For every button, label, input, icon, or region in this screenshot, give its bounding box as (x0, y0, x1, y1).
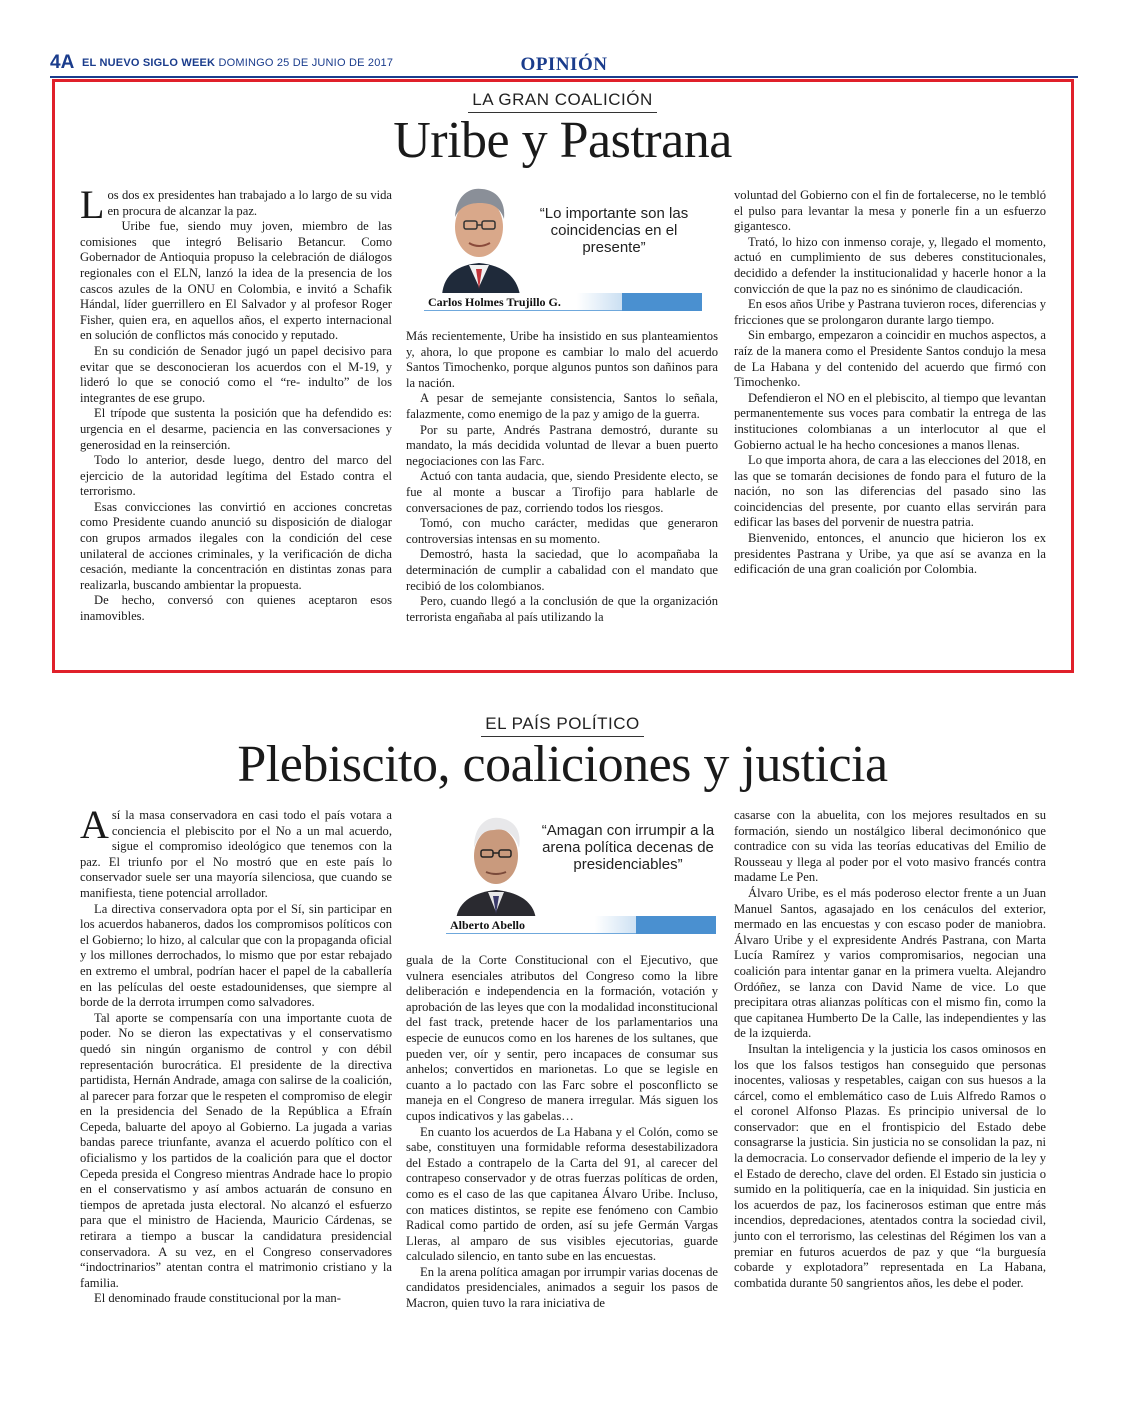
author-portrait-icon (424, 177, 534, 295)
caption-accent (622, 293, 702, 311)
paragraph: De hecho, conversó con quienes aceptaron esos inamovibles. (80, 593, 392, 624)
masthead (50, 52, 1078, 76)
article2-title: Plebiscito, coaliciones y justicia (237, 736, 888, 793)
article2-author-caption (446, 916, 716, 934)
article2-column-3 (734, 808, 1046, 1291)
paragraph: Todo lo anterior, desde luego, dentro del marco del ejercicio de la autoridad legítima del Estado contra el terrorismo. (80, 453, 392, 499)
paragraph: Uribe fue, siendo muy joven, miembro de las comisiones que integró Belisario Betancur. Como Gobernador de Antioquia propuso la celebración de diálogos regionales con el ELN, lanzó la idea de la presencia de los cascos azules de la ONU en Colombia, e invitó a Schafik Hándal, líder guerrillero en El Salvador y al profesor Roger Fisher, quien era, en aquellos años, el experto internacional en solución de conflictos más conocido y reputado. (80, 219, 392, 343)
paragraph: Pero, cuando llegó a la conclusión de que la organización terrorista engañaba al país utilizando la (406, 594, 718, 624)
article1-photo-block (424, 177, 724, 312)
article2-author-name: Alberto Abello (450, 918, 525, 932)
paragraph: En la arena política amagan por irrumpir varias docenas de candidatos presidenciales, animados a seguir los pasos de Macron, quien tuvo la rara iniciativa de (406, 1264, 718, 1311)
paragraph: Insultan la inteligencia y la justicia los casos ominosos en los que los falsos testigos han conseguido que personas inocentes, valiosas y respetables, caigan con sus huesos a la cárcel, como el emblemático caso de Luis Alfredo Ramos o el coronel Alfonso Plazas. Es principio universal de lo conservador: que en el frontispicio del Estado debe consagrarse la justicia. Sin justicia no se consolidan la paz, ni la democracia. Lo conservador defiende el imperio de la ley y el Estado de derecho, clave del orden. El Estado sin justicia o sumido en la politiquería, cae en la iniquidad. Sin justicia en los acuerdos de paz, los facinerosos estiman que entre más incendios, depredaciones, atentados contra la sociedad civil, junto con el terrorismo, las celestinas del Régimen los van a premiar en futuros acuerdos de paz y que “la burguesía cobarde y explotadora” representada en La Habana, combatida durante 50 sangrientos años, les debe el poder. (734, 1041, 1046, 1290)
author-portrait-icon (446, 808, 546, 920)
paragraph: Defendieron el NO en el plebiscito, al tiempo que levantan permanentemente sus voces para combatir la entrega de las instituciones colombianas a un interlocutor al que el Gobierno actual le ha hecho concesiones a manos llenas. (734, 390, 1046, 452)
article2-column-2 (406, 953, 718, 1312)
section-title: OPINIÓN (520, 54, 608, 75)
article1-title: Uribe y Pastrana (393, 112, 732, 169)
article1-kicker: LA GRAN COALICIÓN (0, 90, 1125, 113)
paragraph: En cuanto los acuerdos de La Habana y el Colón, como se sabe, constituyen una formidable reforma desestabilizadora del Estado a contrapelo de la Carta del 91, al carecer del contrapeso conservador y de otras fuerzas políticas de orden, como es el caso de las que capitanea Álvaro Uribe. Incluso, con matices distintos, se repite ese fenómeno con Cambio Radical como partido de orden, así su jefe Germán Vargas Lleras, al amparo de sus visibles ejecutorias, guarde calculado silencio, en tanto sube en las encuestas. (406, 1124, 718, 1264)
article2-photo-block (446, 808, 716, 938)
paragraph: A pesar de semejante consistencia, Santos lo señala, falazmente, como enemigo de la paz y amigo de la guerra. (406, 391, 718, 421)
article2-kicker: EL PAÍS POLÍTICO (0, 714, 1125, 737)
paragraph: guala de la Corte Constitucional con el Ejecutivo, que vulnera esenciales atributos del Congreso como la libre deliberación e independencia en la formación, votación y aprobación de las leyes que con la modalidad inconstitucional del fast track, pretende hacer de los parlamentarios una especie de eunucos como en los harenes de los sultanes, que pueden ver, oír y sentir, pero incapaces de consumar sus anhelos; convertidos en marionetas. Lo que se legisle en cuanto a lo pactado con las Farc sobre el posconflicto se maneja en el Congreso de manera irregular. Más siguen los cupos indicativos y las gabelas… (406, 953, 718, 1123)
paragraph: Esas convicciones las convirtió en acciones concretas como Presidente cuando anunció su disposición de dialogar con grupos armados ilegales con la condición del cese unilateral de acciones criminales, y la verificación de dicha cesación, mediante la concentración en distintas zonas para realizarla, buscando ambientar la propuesta. (80, 499, 392, 592)
paragraph: Bienvenido, entonces, el anuncio que hicieron los ex presidentes Pastrana y Uribe, ya que así se avanza en la edificación de una gran coalición por Colombia. (734, 531, 1046, 577)
paragraph: voluntad del Gobierno con el fin de fortalecerse, no le tembló el pulso para levantar la mesa y ponerle fin a un esfuerzo gigantesco. (734, 188, 1046, 234)
paragraph: El trípode que sustenta la posición que ha defendido es: urgencia en el desarme, paciencia en las conversaciones y generosidad en la reinserción. (80, 406, 392, 452)
article1-author-caption (424, 293, 702, 311)
paragraph: Más recientemente, Uribe ha insistido en sus planteamientos y, ahora, lo que propone es cambiar lo malo del acuerdo Santos Timochenko, porque algunos puntos son dañinos para la nación. (406, 329, 718, 390)
header-rule (50, 76, 1078, 78)
paragraph: Los dos ex presidentes han trabajado a lo largo de su vida en procura de alcanzar la paz. (80, 182, 392, 227)
paragraph: La directiva conservadora opta por el Sí, sin participar en los acuerdos habaneros, dados los compromisos políticos con el Gobierno; lo hizo, al calcular que con la propaganda oficial y los millones derrochados, lo mismo que por estar rebajado en extremo el umbral, podrían hacer el papel de la caballería en las películas del oeste estadounidenses, que siempre al borde de la derrota irrumpen como salvadores. (80, 901, 392, 1010)
article1-column-2 (406, 329, 718, 625)
paragraph: Tomó, con mucho carácter, medidas que generaron controversias intensas en su momento. (406, 516, 718, 546)
article1-pull-quote: “Lo importante son las coincidencias en el presente” (539, 205, 689, 256)
paragraph: El denominado fraude constitucional por la man- (94, 1291, 341, 1306)
publication-name: EL NUEVO SIGLO WEEK (82, 57, 216, 69)
article2-pull-quote: “Amagan con irrumpir a la arena política decenas de presidenciables” (541, 822, 715, 873)
article2-column-1 (80, 802, 392, 1307)
paragraph: Así la masa conservadora en casi todo el país votara a conciencia el plebiscito por el No a un mal acuerdo, sigue el compromiso ideológico que tenemos con la paz. El triunfo por el No mostró que en este país lo conservador suele ser una mayoría silenciosa, que cuando se manifiesta, tiene potencial arrollador. (80, 802, 392, 900)
article1-column-3 (734, 188, 1046, 578)
paragraph: Tal aporte se compensaría con una importante cuota de poder. No se dieron las expectativas y el conservatismo quedó sin ningún organismo de control y con débil representación burocrática. El presidente de la directiva partidista, Hernán Andrade, amaga con salirse de la coalición, al parecer para forzar que le respeten el compromiso de elegir en la presidencia del Senado de la República a Efraín Cepeda, baluarte del apoyo al Gobierno. La jugada a varias bandas parece triunfante, avanza el acuerdo político con el oficialismo y los partidos de la coalición para que el doctor Cepeda presida el Congreso mientras Andrade hace lo propio en el conservatismo y así ambos actuarán de consuno en tiempos de apretada justa electoral. No alcanzó el esfuerzo para que el ministro de Hacienda, Mauricio Cárdenas, se retirara a tiempo a buscar la candidatura presidencial conservadora. A su vez, en el Congreso conservadores “indoctrinarios” atentan contra el matrimonio cristiano y la familia. (80, 1010, 392, 1290)
paragraph: En esos años Uribe y Pastrana tuvieron roces, diferencias y fricciones que se prolongaron durante largo tiempo. (734, 297, 1046, 327)
article1-author-name: Carlos Holmes Trujillo G. (428, 295, 561, 309)
drop-cap: L (80, 182, 105, 227)
paragraph: En su condición de Senador jugó un papel decisivo para evitar que se desconocieran los acuerdos con el M-19, y lideró lo que se conoció como el “re- indulto” de los integrantes de ese grupo. (80, 343, 392, 405)
caption-accent (636, 916, 716, 934)
publication-date: DOMINGO 25 DE JUNIO DE 2017 (218, 57, 394, 69)
paragraph: Por su parte, Andrés Pastrana demostró, durante su mandato, la más decidida voluntad de llevar a buen puerto negociaciones con las Farc. (406, 422, 718, 468)
paragraph: Lo que importa ahora, de cara a las elecciones del 2018, en las que se tomarán decisiones de fondo para el futuro de la nación, no son las diferencias del pasado sino las coincidencias del presente, por cuanto ellas servirán para edificar las bases del porvenir de nuestra patria. (734, 453, 1046, 530)
paragraph: Trató, lo hizo con inmenso coraje, y, llegado el momento, actuó en cumplimiento de sus deberes constitucionales, decidido a defender la institucionalidad y hacerle honor a la convicción de que la paz no es sinónimo de claudicación. (734, 234, 1046, 296)
article1-column-1 (80, 182, 392, 625)
paragraph: casarse con la abuelita, con los mejores resultados en su formación, siendo un nostálgico liberal decimonónico que contradice con su vida las teorías educativas del Emilio de Rousseau y llega al poder por el voto masivo francés contra madame Le Pen. (734, 808, 1046, 885)
paragraph: Sin embargo, empezaron a coincidir en muchos aspectos, a raíz de la manera como el Presidente Santos condujo la mesa de La Habana y del contenido del acuerdo que firmó con Timochenko. (734, 328, 1046, 390)
drop-cap: A (80, 802, 109, 847)
paragraph: Demostró, hasta la saciedad, que lo acompañaba la determinación de cumplir a cabalidad con el mandato que recibió de los colombianos. (406, 547, 718, 593)
paragraph: Actuó con tanta audacia, que, siendo Presidente electo, se fue al monte a buscar a Tirofijo para hablarle de conversaciones de paz, corriendo todos los riesgos. (406, 469, 718, 515)
paragraph: Álvaro Uribe, es el más poderoso elector frente a un Juan Manuel Santos, agasajado en los cenáculos del exterior, mermado en las encuestas y con escaso poder de maniobra. Álvaro Uribe y el expresidente Andrés Pastrana, con Marta Lucía Ramírez y varios compromisarios, negocian una coalición para intentar ganar en la primera vuelta. Alejandro Ordóñez, se lanza con David Name de vice. Lo que precipitara otras alianzas políticas con el mismo fin, como la que capitanea Humberto De la Calle, las independientes y las de la izquierda. (734, 885, 1046, 1041)
page-number: 4A (50, 52, 75, 73)
